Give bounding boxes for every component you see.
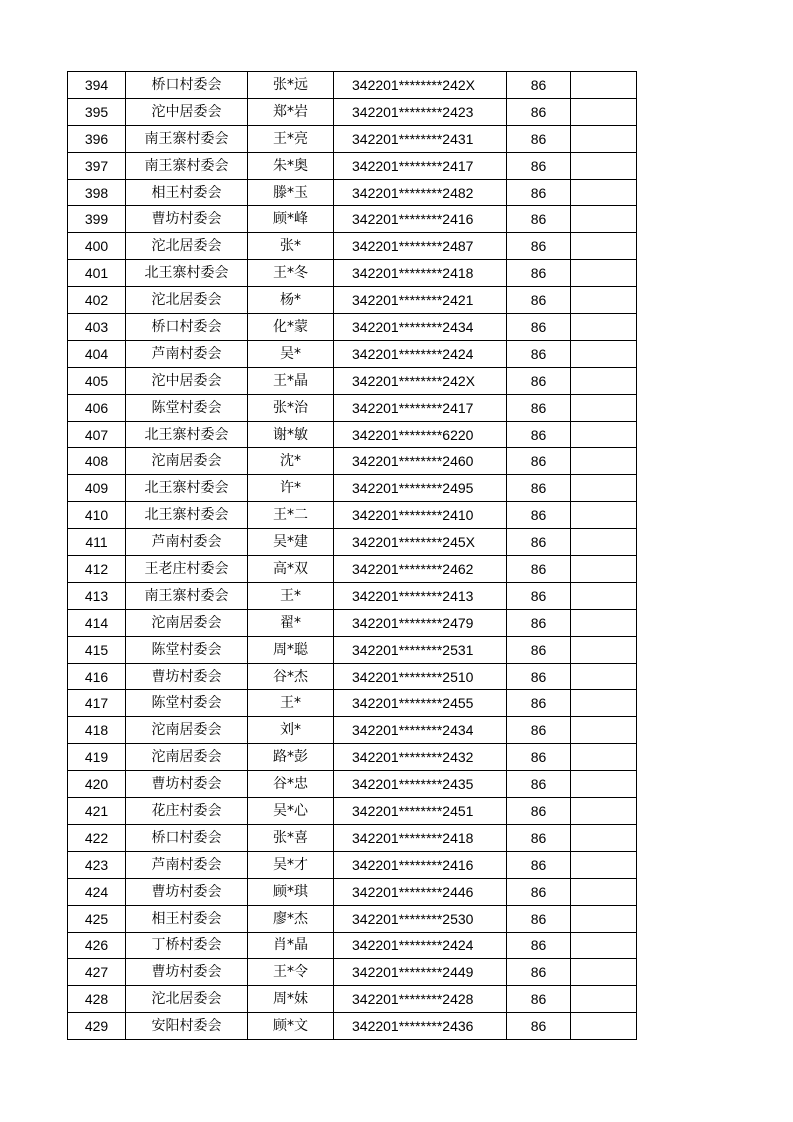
remark-cell	[571, 717, 637, 744]
id-number-cell: 342201********2421	[334, 287, 507, 314]
committee-cell: 北王寨村委会	[126, 475, 248, 502]
committee-cell: 芦南村委会	[126, 851, 248, 878]
remark-cell	[571, 905, 637, 932]
table-row	[68, 932, 637, 959]
table-row	[68, 367, 637, 394]
serial-number-cell: 413	[68, 582, 126, 609]
serial-number-cell: 417	[68, 690, 126, 717]
committee-cell: 丁桥村委会	[126, 932, 248, 959]
remark-cell	[571, 636, 637, 663]
serial-number-cell: 402	[68, 287, 126, 314]
id-number-cell: 342201********2482	[334, 179, 507, 206]
score-cell: 86	[507, 125, 571, 152]
table-row	[68, 824, 637, 851]
person-name-cell: 张*远	[248, 72, 334, 99]
person-name-cell: 谷*杰	[248, 663, 334, 690]
committee-cell: 沱北居委会	[126, 986, 248, 1013]
score-cell: 86	[507, 798, 571, 825]
person-name-cell: 顾*文	[248, 1013, 334, 1040]
remark-cell	[571, 1013, 637, 1040]
person-name-cell: 周*妹	[248, 986, 334, 1013]
person-name-cell: 周*聪	[248, 636, 334, 663]
person-name-cell: 郑*岩	[248, 98, 334, 125]
id-number-cell: 342201********2479	[334, 609, 507, 636]
score-cell: 86	[507, 717, 571, 744]
score-cell: 86	[507, 448, 571, 475]
table-row	[68, 394, 637, 421]
score-cell: 86	[507, 959, 571, 986]
serial-number-cell: 425	[68, 905, 126, 932]
table-row	[68, 905, 637, 932]
remark-cell	[571, 878, 637, 905]
person-name-cell: 张*治	[248, 394, 334, 421]
committee-cell: 曹坊村委会	[126, 959, 248, 986]
serial-number-cell: 405	[68, 367, 126, 394]
table-row	[68, 98, 637, 125]
committee-cell: 安阳村委会	[126, 1013, 248, 1040]
person-name-cell: 王*	[248, 582, 334, 609]
person-name-cell: 谢*敏	[248, 421, 334, 448]
serial-number-cell: 418	[68, 717, 126, 744]
score-cell: 86	[507, 98, 571, 125]
table-row	[68, 636, 637, 663]
table-row	[68, 1013, 637, 1040]
committee-cell: 花庄村委会	[126, 798, 248, 825]
score-cell: 86	[507, 636, 571, 663]
remark-cell	[571, 367, 637, 394]
id-number-cell: 342201********2510	[334, 663, 507, 690]
score-cell: 86	[507, 152, 571, 179]
remark-cell	[571, 851, 637, 878]
person-name-cell: 王*二	[248, 502, 334, 529]
remark-cell	[571, 582, 637, 609]
serial-number-cell: 400	[68, 233, 126, 260]
remark-cell	[571, 314, 637, 341]
score-cell: 86	[507, 582, 571, 609]
remark-cell	[571, 125, 637, 152]
serial-number-cell: 396	[68, 125, 126, 152]
score-cell: 86	[507, 529, 571, 556]
remark-cell	[571, 340, 637, 367]
table-row	[68, 717, 637, 744]
remark-cell	[571, 475, 637, 502]
remark-cell	[571, 663, 637, 690]
committee-cell: 曹坊村委会	[126, 206, 248, 233]
serial-number-cell: 401	[68, 260, 126, 287]
remark-cell	[571, 986, 637, 1013]
remark-cell	[571, 287, 637, 314]
committee-cell: 沱南居委会	[126, 717, 248, 744]
id-number-cell: 342201********2418	[334, 260, 507, 287]
table-row	[68, 609, 637, 636]
remark-cell	[571, 529, 637, 556]
score-cell: 86	[507, 394, 571, 421]
serial-number-cell: 394	[68, 72, 126, 99]
committee-cell: 沱南居委会	[126, 744, 248, 771]
score-cell: 86	[507, 287, 571, 314]
serial-number-cell: 403	[68, 314, 126, 341]
person-name-cell: 廖*杰	[248, 905, 334, 932]
score-cell: 86	[507, 314, 571, 341]
serial-number-cell: 398	[68, 179, 126, 206]
serial-number-cell: 411	[68, 529, 126, 556]
person-name-cell: 顾*峰	[248, 206, 334, 233]
score-cell: 86	[507, 771, 571, 798]
remark-cell	[571, 421, 637, 448]
remark-cell	[571, 233, 637, 260]
table-row	[68, 798, 637, 825]
table-row	[68, 582, 637, 609]
remark-cell	[571, 771, 637, 798]
id-number-cell: 342201********2434	[334, 314, 507, 341]
id-number-cell: 342201********2428	[334, 986, 507, 1013]
committee-cell: 南王寨村委会	[126, 152, 248, 179]
committee-cell: 相王村委会	[126, 179, 248, 206]
serial-number-cell: 426	[68, 932, 126, 959]
person-name-cell: 王*亮	[248, 125, 334, 152]
committee-cell: 桥口村委会	[126, 824, 248, 851]
remark-cell	[571, 98, 637, 125]
id-number-cell: 342201********2424	[334, 340, 507, 367]
score-cell: 86	[507, 1013, 571, 1040]
serial-number-cell: 408	[68, 448, 126, 475]
committee-cell: 沱南居委会	[126, 609, 248, 636]
remark-cell	[571, 152, 637, 179]
person-name-cell: 路*彭	[248, 744, 334, 771]
committee-cell: 陈堂村委会	[126, 394, 248, 421]
id-number-cell: 342201********2416	[334, 851, 507, 878]
remark-cell	[571, 609, 637, 636]
committee-cell: 沱中居委会	[126, 98, 248, 125]
id-number-cell: 342201********2449	[334, 959, 507, 986]
remark-cell	[571, 690, 637, 717]
table-row	[68, 556, 637, 583]
serial-number-cell: 399	[68, 206, 126, 233]
table-row	[68, 448, 637, 475]
person-name-cell: 吴*心	[248, 798, 334, 825]
id-number-cell: 342201********2424	[334, 932, 507, 959]
person-name-cell: 谷*忠	[248, 771, 334, 798]
id-number-cell: 342201********2417	[334, 152, 507, 179]
id-number-cell: 342201********2531	[334, 636, 507, 663]
person-name-cell: 刘*	[248, 717, 334, 744]
score-cell: 86	[507, 421, 571, 448]
person-name-cell: 顾*琪	[248, 878, 334, 905]
id-number-cell: 342201********242X	[334, 72, 507, 99]
person-name-cell: 朱*奥	[248, 152, 334, 179]
serial-number-cell: 412	[68, 556, 126, 583]
id-number-cell: 342201********6220	[334, 421, 507, 448]
score-cell: 86	[507, 179, 571, 206]
remark-cell	[571, 798, 637, 825]
score-cell: 86	[507, 340, 571, 367]
committee-cell: 曹坊村委会	[126, 663, 248, 690]
remark-cell	[571, 502, 637, 529]
score-cell: 86	[507, 744, 571, 771]
id-number-cell: 342201********2431	[334, 125, 507, 152]
committee-cell: 北王寨村委会	[126, 421, 248, 448]
serial-number-cell: 395	[68, 98, 126, 125]
serial-number-cell: 415	[68, 636, 126, 663]
id-number-cell: 342201********2455	[334, 690, 507, 717]
id-number-cell: 342201********2462	[334, 556, 507, 583]
person-name-cell: 王*晶	[248, 367, 334, 394]
person-name-cell: 沈*	[248, 448, 334, 475]
person-name-cell: 许*	[248, 475, 334, 502]
table-row	[68, 233, 637, 260]
serial-number-cell: 407	[68, 421, 126, 448]
committee-cell: 沱北居委会	[126, 287, 248, 314]
committee-cell: 南王寨村委会	[126, 125, 248, 152]
person-name-cell: 吴*才	[248, 851, 334, 878]
id-number-cell: 342201********2530	[334, 905, 507, 932]
score-cell: 86	[507, 878, 571, 905]
score-cell: 86	[507, 72, 571, 99]
table-row	[68, 502, 637, 529]
table-row	[68, 125, 637, 152]
person-name-cell: 化*蒙	[248, 314, 334, 341]
serial-number-cell: 427	[68, 959, 126, 986]
score-cell: 86	[507, 986, 571, 1013]
table-row	[68, 878, 637, 905]
table-row	[68, 986, 637, 1013]
committee-cell: 沱南居委会	[126, 448, 248, 475]
score-cell: 86	[507, 233, 571, 260]
id-number-cell: 342201********2418	[334, 824, 507, 851]
table-row	[68, 179, 637, 206]
serial-number-cell: 414	[68, 609, 126, 636]
table-row	[68, 690, 637, 717]
table-row	[68, 206, 637, 233]
serial-number-cell: 404	[68, 340, 126, 367]
serial-number-cell: 416	[68, 663, 126, 690]
person-name-cell: 杨*	[248, 287, 334, 314]
person-name-cell: 王*令	[248, 959, 334, 986]
table-row	[68, 287, 637, 314]
remark-cell	[571, 260, 637, 287]
id-number-cell: 342201********2446	[334, 878, 507, 905]
id-number-cell: 342201********2487	[334, 233, 507, 260]
person-name-cell: 张*	[248, 233, 334, 260]
committee-cell: 北王寨村委会	[126, 502, 248, 529]
remark-cell	[571, 824, 637, 851]
score-cell: 86	[507, 690, 571, 717]
score-cell: 86	[507, 851, 571, 878]
person-name-cell: 王*	[248, 690, 334, 717]
committee-cell: 芦南村委会	[126, 529, 248, 556]
remark-cell	[571, 556, 637, 583]
table-row	[68, 72, 637, 99]
score-cell: 86	[507, 475, 571, 502]
table-row	[68, 663, 637, 690]
score-cell: 86	[507, 905, 571, 932]
id-number-cell: 342201********2432	[334, 744, 507, 771]
score-cell: 86	[507, 556, 571, 583]
table-row	[68, 744, 637, 771]
id-number-cell: 342201********2460	[334, 448, 507, 475]
committee-cell: 曹坊村委会	[126, 878, 248, 905]
serial-number-cell: 409	[68, 475, 126, 502]
serial-number-cell: 419	[68, 744, 126, 771]
table-row	[68, 851, 637, 878]
score-cell: 86	[507, 260, 571, 287]
serial-number-cell: 424	[68, 878, 126, 905]
score-cell: 86	[507, 367, 571, 394]
table-row	[68, 529, 637, 556]
person-name-cell: 吴*建	[248, 529, 334, 556]
id-number-cell: 342201********2410	[334, 502, 507, 529]
serial-number-cell: 429	[68, 1013, 126, 1040]
person-name-cell: 高*双	[248, 556, 334, 583]
id-number-cell: 342201********242X	[334, 367, 507, 394]
committee-cell: 相王村委会	[126, 905, 248, 932]
remark-cell	[571, 744, 637, 771]
score-cell: 86	[507, 932, 571, 959]
roster-table-body	[68, 72, 637, 1040]
person-name-cell: 吴*	[248, 340, 334, 367]
serial-number-cell: 410	[68, 502, 126, 529]
score-cell: 86	[507, 609, 571, 636]
person-name-cell: 滕*玉	[248, 179, 334, 206]
score-cell: 86	[507, 206, 571, 233]
committee-cell: 沱中居委会	[126, 367, 248, 394]
remark-cell	[571, 932, 637, 959]
table-row	[68, 421, 637, 448]
table-row	[68, 475, 637, 502]
id-number-cell: 342201********2435	[334, 771, 507, 798]
id-number-cell: 342201********2436	[334, 1013, 507, 1040]
committee-cell: 芦南村委会	[126, 340, 248, 367]
remark-cell	[571, 206, 637, 233]
committee-cell: 南王寨村委会	[126, 582, 248, 609]
remark-cell	[571, 72, 637, 99]
serial-number-cell: 397	[68, 152, 126, 179]
serial-number-cell: 428	[68, 986, 126, 1013]
remark-cell	[571, 959, 637, 986]
committee-cell: 曹坊村委会	[126, 771, 248, 798]
roster-table	[67, 71, 637, 1040]
score-cell: 86	[507, 663, 571, 690]
table-row	[68, 340, 637, 367]
remark-cell	[571, 179, 637, 206]
id-number-cell: 342201********2495	[334, 475, 507, 502]
committee-cell: 桥口村委会	[126, 72, 248, 99]
id-number-cell: 342201********2423	[334, 98, 507, 125]
committee-cell: 陈堂村委会	[126, 636, 248, 663]
person-name-cell: 张*喜	[248, 824, 334, 851]
table-row	[68, 771, 637, 798]
committee-cell: 陈堂村委会	[126, 690, 248, 717]
table-row	[68, 959, 637, 986]
committee-cell: 北王寨村委会	[126, 260, 248, 287]
serial-number-cell: 423	[68, 851, 126, 878]
id-number-cell: 342201********2416	[334, 206, 507, 233]
serial-number-cell: 421	[68, 798, 126, 825]
id-number-cell: 342201********2451	[334, 798, 507, 825]
id-number-cell: 342201********2434	[334, 717, 507, 744]
id-number-cell: 342201********245X	[334, 529, 507, 556]
score-cell: 86	[507, 824, 571, 851]
committee-cell: 沱北居委会	[126, 233, 248, 260]
id-number-cell: 342201********2417	[334, 394, 507, 421]
remark-cell	[571, 394, 637, 421]
serial-number-cell: 420	[68, 771, 126, 798]
table-row	[68, 260, 637, 287]
person-name-cell: 翟*	[248, 609, 334, 636]
person-name-cell: 王*冬	[248, 260, 334, 287]
person-name-cell: 肖*晶	[248, 932, 334, 959]
remark-cell	[571, 448, 637, 475]
table-row	[68, 314, 637, 341]
committee-cell: 王老庄村委会	[126, 556, 248, 583]
serial-number-cell: 422	[68, 824, 126, 851]
id-number-cell: 342201********2413	[334, 582, 507, 609]
committee-cell: 桥口村委会	[126, 314, 248, 341]
score-cell: 86	[507, 502, 571, 529]
serial-number-cell: 406	[68, 394, 126, 421]
table-row	[68, 152, 637, 179]
